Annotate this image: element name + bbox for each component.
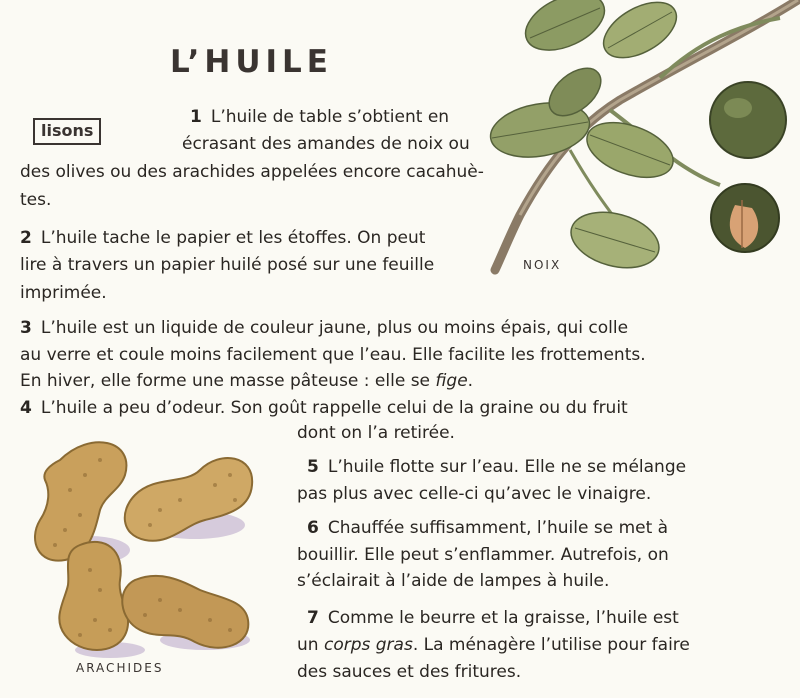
- paragraph-6-line-1: [307, 515, 668, 542]
- paragraph-number: 6: [307, 518, 319, 538]
- paragraph-2-line-1: [20, 225, 425, 252]
- paragraph-text: Comme le beurre et la graisse, l’huile est: [327, 608, 679, 628]
- paragraph-5-line-2: pas plus avec celle-ci qu’avec le vinaigre.: [297, 484, 652, 504]
- paragraph-text: L’huile de table s’obtient en: [210, 107, 450, 127]
- paragraph-number: 5: [307, 457, 319, 477]
- paragraph-4-line-1: [20, 395, 628, 422]
- paragraph-text: un: [297, 635, 319, 655]
- paragraph-text: L’huile tache le papier et les étoffes. On peut: [40, 228, 426, 248]
- paragraph-1-line-4: tes.: [20, 190, 52, 210]
- paragraph-text: .: [467, 371, 474, 391]
- peanuts-caption: ARACHIDES: [76, 661, 164, 675]
- paragraph-text: Chauffée suffisamment, l’huile se met à: [327, 518, 669, 538]
- paragraph-3-line-2: au verre et coule moins facilement que l’eau. Elle facilite les frottements.: [20, 345, 646, 365]
- paragraph-1-line-2: écrasant des amandes de noix ou: [182, 134, 470, 154]
- emphasis-term: corps gras: [323, 635, 413, 655]
- emphasis-term: fige: [435, 371, 468, 391]
- paragraph-text: L’huile flotte sur l’eau. Elle ne se mélange: [327, 457, 687, 477]
- peanut-icon: [35, 442, 252, 658]
- paragraph-6-line-2: bouillir. Elle peut s’enflammer. Autrefois, on: [297, 545, 669, 565]
- walnut-branch-illustration: [480, 0, 800, 290]
- paragraph-7-line-2: [297, 632, 690, 659]
- paragraph-3-line-1: [20, 315, 628, 342]
- peanuts-illustration: [20, 430, 260, 660]
- walnut-branch-icon: [486, 0, 798, 277]
- paragraph-5-line-1: [307, 454, 686, 481]
- paragraph-7-line-3: des sauces et des fritures.: [297, 662, 522, 682]
- paragraph-7-line-1: [307, 605, 679, 632]
- paragraph-2-line-2: lire à travers un papier huilé posé sur une feuille: [20, 255, 435, 275]
- paragraph-text: L’huile est un liquide de couleur jaune, plus ou moins épais, qui colle: [40, 318, 629, 338]
- paragraph-3-line-3: [20, 368, 473, 395]
- paragraph-number: 1: [190, 107, 202, 127]
- paragraph-number: 4: [20, 398, 32, 418]
- paragraph-number: 3: [20, 318, 32, 338]
- paragraph-1-line-1: [190, 104, 449, 131]
- paragraph-6-line-3: s’éclairait à l’aide de lampes à huile.: [297, 571, 610, 591]
- walnut-caption: NOIX: [523, 258, 562, 272]
- paragraph-2-line-3: imprimée.: [20, 283, 107, 303]
- page-title: L’HUILE: [170, 44, 333, 80]
- paragraph-number: 7: [307, 608, 319, 628]
- paragraph-4-line-2: dont on l’a retirée.: [297, 423, 455, 443]
- paragraph-text: En hiver, elle forme une masse pâteuse : elle se: [20, 371, 431, 391]
- paragraph-text: . La ménagère l’utilise pour faire: [412, 635, 690, 655]
- paragraph-text: L’huile a peu d’odeur. Son goût rappelle celui de la graine ou du fruit: [40, 398, 628, 418]
- paragraph-number: 2: [20, 228, 32, 248]
- paragraph-1-line-3: des olives ou des arachides appelées encore cacahuè-: [20, 162, 484, 182]
- lisons-badge: lisons: [33, 118, 101, 145]
